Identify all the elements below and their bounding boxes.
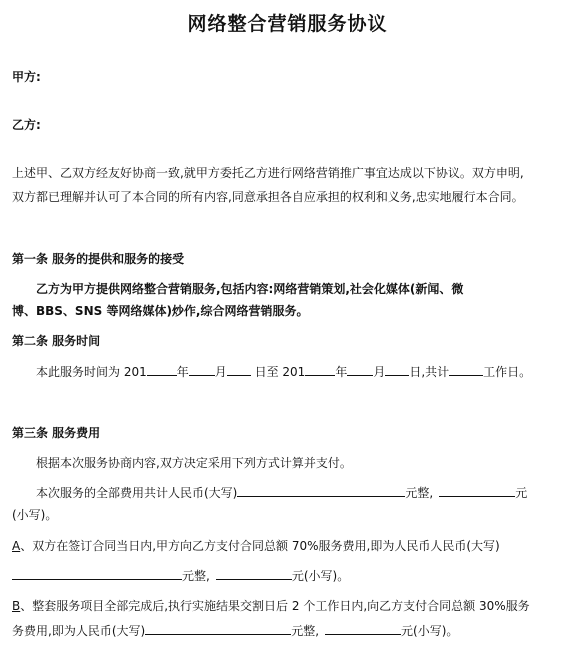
service-period-line [36, 363, 531, 380]
total-fee-digits-blank [439, 484, 515, 497]
year-label-start: 年 [176, 365, 189, 379]
clause-a-digits-blank [216, 567, 292, 580]
clause-b-text-2: 务费用,即为人民币(大写) [12, 624, 146, 638]
clause-a-unit: 元(小写)。 [291, 569, 350, 583]
month-blank-end [347, 363, 373, 376]
month-blank-start [189, 363, 215, 376]
clause-b-digits-blank [325, 622, 401, 635]
clause-a-letter: A [12, 539, 21, 553]
total-label: 日,共计 [409, 365, 450, 379]
year-blank-start [147, 363, 177, 376]
total-fee-words-blank [237, 484, 405, 497]
clause-b-line-1 [12, 598, 530, 614]
total-fee-lowercase: (小写)。 [12, 508, 58, 522]
article-1-heading: 第一条 服务的提供和服务的接受 [12, 252, 185, 266]
total-fee-text: 本次服务的全部费用共计人民币(大写) [36, 486, 238, 500]
clause-a-line-2 [12, 567, 349, 584]
clause-a-text: 、双方在签订合同当日内,甲方向乙方支付合同总额 70%服务费用,即为人民币人民币(大写) [20, 539, 500, 553]
article-1-line-1: 乙方为甲方提供网络整合营销服务,包括内容:网络营销策划,社会化媒体(新闻、微 [36, 282, 464, 296]
clause-a-words-blank [12, 567, 182, 580]
clause-b-yuan-label: 元整, [291, 624, 320, 638]
article-2-heading: 第二条 服务时间 [12, 334, 101, 348]
clause-b-unit: 元(小写)。 [401, 624, 459, 638]
workdays-blank [449, 363, 483, 376]
clause-b-line-2 [12, 622, 458, 639]
article-3-heading: 第三条 服务费用 [12, 426, 101, 440]
month-label-start: 月 [214, 365, 227, 379]
clause-b-words-blank [145, 622, 291, 635]
intro-line-1: 上述甲、乙双方经友好协商一致,就甲方委托乙方进行网络营销推广事宜达成以下协议。双方申明, [12, 166, 524, 180]
service-period-text-2: 日至 201 [250, 365, 306, 379]
article-3-line-1: 根据本次服务协商内容,双方决定采用下列方式计算并支付。 [36, 456, 352, 470]
intro-line-2: 双方都已理解并认可了本合同的所有内容,同意承担各自应承担的权利和义务,忠实地履行本合同。 [12, 190, 524, 204]
total-fee-unit: 元 [515, 486, 528, 500]
clause-b-letter: B [12, 599, 21, 613]
clause-a-yuan-label: 元整, [182, 569, 210, 583]
total-fee-yuan-label: 元整, [405, 486, 434, 500]
document-title: 网络整合营销服务协议 [187, 13, 388, 35]
year-blank-end [305, 363, 335, 376]
day-blank-end [385, 363, 409, 376]
article-1-line-2: 博、BBS、SNS 等网络媒体)炒作,综合网络营销服务。 [12, 304, 309, 318]
total-fee-line [36, 484, 527, 501]
month-label-end: 月 [373, 365, 386, 379]
workdays-label: 工作日。 [483, 365, 532, 379]
clause-b-text: 、整套服务项目全部完成后,执行实施结果交割日后 2 个工作日内,向乙方支付合同总额 30%服务 [20, 599, 530, 613]
party-b-label: 乙方: [12, 118, 41, 132]
clause-a-line-1 [12, 538, 500, 554]
service-period-text-1: 本此服务时间为 201 [36, 365, 147, 379]
year-label-end: 年 [335, 365, 348, 379]
day-blank-start [227, 363, 251, 376]
party-a-label: 甲方: [12, 70, 41, 84]
